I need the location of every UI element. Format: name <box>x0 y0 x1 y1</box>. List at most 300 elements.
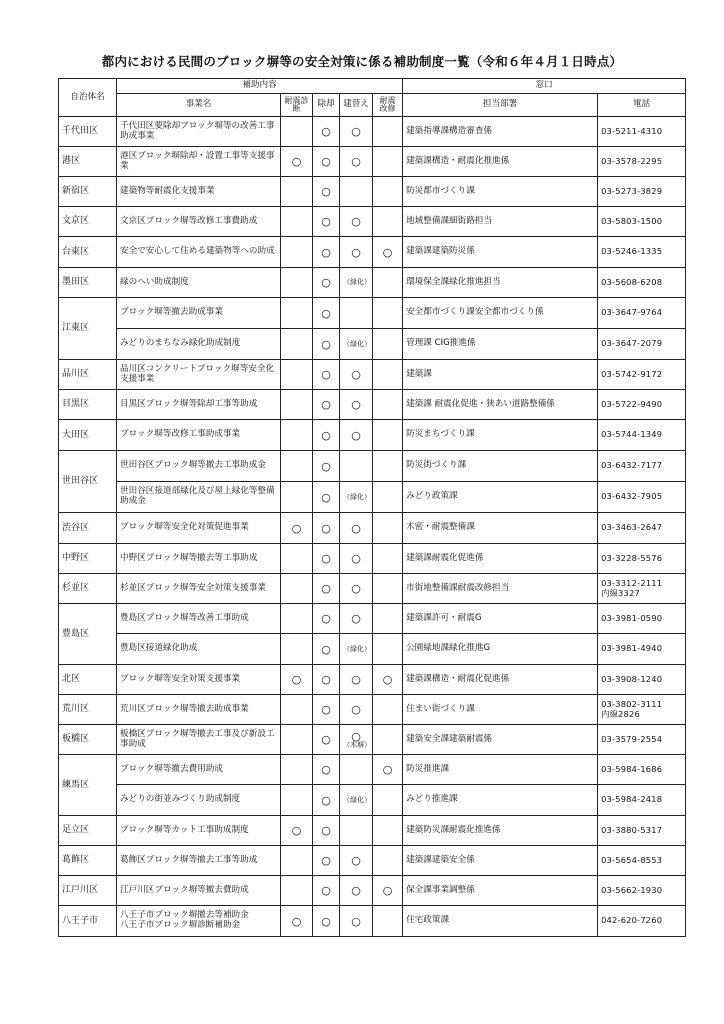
phone-number: 03-5803-1500 <box>601 215 663 226</box>
department-cell: 防災推進課 <box>403 755 598 785</box>
project-name: ブロック塀等安全対策支援事業 <box>120 673 241 684</box>
rebuild-mark-cell <box>340 816 373 846</box>
diagnosis-mark: ○ <box>291 673 302 686</box>
phone-number: 03-6432-7177 <box>601 460 663 471</box>
project-name-cell <box>117 544 281 574</box>
rebuild-mark: ○ <box>351 854 361 867</box>
municipality-cell: 品川区 <box>59 360 117 390</box>
rebuild-mark: ○ <box>351 245 361 259</box>
rebuild-mark: ○ <box>351 612 361 625</box>
phone-cell <box>598 906 686 937</box>
rebuild-mark: ○ <box>351 673 361 686</box>
removal-mark: ○ <box>321 642 331 656</box>
department-cell: 防災街づくり課 <box>403 451 598 482</box>
table-row <box>59 634 686 665</box>
removal-mark-cell <box>313 482 340 513</box>
removal-mark: ○ <box>321 459 331 473</box>
phone-cell <box>598 665 686 695</box>
table-row <box>59 574 686 604</box>
phone-number: 03-5744-1349 <box>601 429 663 440</box>
removal-mark-cell <box>313 177 340 207</box>
removal-mark-cell <box>313 451 340 482</box>
municipality-cell: 墨田区 <box>59 268 117 298</box>
removal-mark: ○ <box>321 521 331 535</box>
renovation-mark-cell <box>373 634 403 665</box>
diagnosis-mark-cell <box>281 665 313 695</box>
rebuild-note: （緑化） <box>343 278 371 286</box>
header-renovation: 耐震改修 <box>373 94 403 117</box>
rebuild-note: （木塀） <box>343 740 371 749</box>
project-name-cell <box>117 360 281 390</box>
department-cell: 木密・耐震整備課 <box>403 513 598 544</box>
rebuild-mark-cell <box>340 906 373 937</box>
rebuild-mark: ○ <box>351 914 361 928</box>
project-name: 安全で安心して住める建築物等への助成 <box>120 246 275 257</box>
header-removal: 除却 <box>313 94 340 117</box>
municipality-cell: 八王子市 <box>59 906 117 937</box>
project-name-cell <box>117 207 281 237</box>
phone-number: 03-3578-2295 <box>601 155 663 166</box>
header-subsidy-group: 補助内容 <box>117 79 403 94</box>
renovation-mark: ○ <box>382 884 393 897</box>
municipality-cell: 葛飾区 <box>59 846 117 876</box>
department-cell: 建築課建築防災係 <box>403 237 598 268</box>
removal-mark: ○ <box>321 733 331 746</box>
diagnosis-mark-cell <box>281 177 313 207</box>
phone-number: 03-5722-9490 <box>601 398 663 409</box>
header-window-group: 窓口 <box>403 79 686 94</box>
renovation-mark: ○ <box>382 763 393 776</box>
diagnosis-mark-cell <box>281 634 313 665</box>
renovation-mark-cell <box>373 390 403 420</box>
rebuild-mark-cell <box>340 420 373 451</box>
renovation-mark-cell <box>373 785 403 816</box>
table-row <box>59 695 686 725</box>
rebuild-note: （緑化） <box>343 644 371 653</box>
project-name-cell <box>117 695 281 725</box>
header-municipality: 自治体名 <box>59 79 117 117</box>
diagnosis-mark-cell <box>281 298 313 329</box>
rebuild-mark-cell <box>340 147 373 177</box>
table-row <box>59 665 686 695</box>
phone-cell <box>598 574 686 604</box>
diagnosis-mark-cell <box>281 147 313 177</box>
rebuild-note: （緑化） <box>343 492 371 501</box>
table-row <box>59 390 686 420</box>
removal-mark: ○ <box>321 582 331 595</box>
project-name: 文京区ブロック塀等改修工事費助成 <box>120 215 258 226</box>
rebuild-note: （緑化） <box>343 795 371 804</box>
department-cell: 公園緑地課緑化推進G <box>403 634 598 665</box>
rebuild-mark-cell <box>340 513 373 544</box>
rebuild-note: （緑化） <box>343 339 371 348</box>
renovation-mark-cell <box>373 604 403 634</box>
renovation-mark-cell <box>373 237 403 268</box>
table-row <box>59 451 686 482</box>
phone-cell <box>598 513 686 544</box>
project-name: みどりの街並みづくり助成制度 <box>120 794 241 805</box>
project-name: 八王子市ブロック塀撤去等補助金 <box>120 910 249 921</box>
municipality-cell: 新宿区 <box>59 177 117 207</box>
department-cell: 市街地整備課耐震改修担当 <box>403 574 598 604</box>
removal-mark: ○ <box>321 673 331 686</box>
removal-mark: ○ <box>321 125 331 138</box>
removal-mark: ○ <box>321 155 331 168</box>
removal-mark-cell <box>313 298 340 329</box>
phone-cell <box>598 755 686 785</box>
table-row <box>59 725 686 755</box>
removal-mark-cell <box>313 785 340 816</box>
subsidy-table <box>58 78 686 937</box>
project-name-cell <box>117 482 281 513</box>
diagnosis-mark-cell <box>281 846 313 876</box>
rebuild-mark-cell <box>340 695 373 725</box>
renovation-mark-cell <box>373 360 403 390</box>
project-name: ブロック塀等撤去費用助成 <box>120 763 223 774</box>
project-name: 江戸川区ブロック塀等撤去費助成 <box>120 884 249 895</box>
removal-mark-cell <box>313 574 340 604</box>
department-cell: 管理課 CIG推進係 <box>403 329 598 360</box>
project-name-cell <box>117 147 281 177</box>
table-row <box>59 420 686 451</box>
project-name: 品川区コンクリートブロック塀等安全化支援事業 <box>120 363 275 384</box>
phone-number: 03-5246-1335 <box>601 246 663 257</box>
phone-number: 03-5654-8553 <box>601 854 663 865</box>
phone-number: 03-5742-9172 <box>601 368 663 379</box>
table-row <box>59 785 686 816</box>
phone-number: 03-3802-3111 <box>601 698 663 709</box>
diagnosis-mark-cell <box>281 755 313 785</box>
municipality-cell: 練馬区 <box>59 755 117 816</box>
rebuild-mark-cell <box>340 574 373 604</box>
removal-mark: ○ <box>321 185 331 198</box>
project-name-cell <box>117 846 281 876</box>
phone-number: 03-5662-1930 <box>601 884 663 895</box>
project-name-cell <box>117 268 281 298</box>
removal-mark-cell <box>313 876 340 906</box>
project-name-cell <box>117 665 281 695</box>
renovation-mark-cell <box>373 147 403 177</box>
rebuild-mark-cell <box>340 755 373 785</box>
department-cell: 防災都市づくり課 <box>403 177 598 207</box>
diagnosis-mark-cell <box>281 420 313 451</box>
removal-mark-cell <box>313 634 340 665</box>
table-row <box>59 298 686 329</box>
table-row <box>59 268 686 298</box>
table-row <box>59 117 686 147</box>
removal-mark: ○ <box>321 703 331 716</box>
rebuild-mark-cell <box>340 329 373 360</box>
department-cell: 環境保全課緑化推進担当 <box>403 268 598 298</box>
rebuild-mark-cell <box>340 785 373 816</box>
diagnosis-mark-cell <box>281 816 313 846</box>
diagnosis-mark-cell <box>281 725 313 755</box>
project-name-cell <box>117 329 281 360</box>
removal-mark: ○ <box>321 337 331 351</box>
project-name-cell <box>117 513 281 544</box>
project-name-cell <box>117 117 281 147</box>
project-name-cell <box>117 906 281 937</box>
phone-number: 03-6432-7905 <box>601 491 663 502</box>
phone-cell <box>598 147 686 177</box>
rebuild-mark: ○ <box>351 428 361 442</box>
project-name-cell <box>117 237 281 268</box>
header-phone: 電話 <box>598 94 686 117</box>
project-name-cell <box>117 574 281 604</box>
phone-cell <box>598 298 686 329</box>
renovation-mark-cell <box>373 513 403 544</box>
removal-mark: ○ <box>321 763 331 776</box>
table-row <box>59 177 686 207</box>
removal-mark-cell <box>313 420 340 451</box>
renovation-mark-cell <box>373 298 403 329</box>
project-name: みどりのまちなみ緑化助成制度 <box>120 338 241 349</box>
removal-mark: ○ <box>321 854 331 867</box>
rebuild-mark: ○ <box>351 521 361 535</box>
table-row <box>59 816 686 846</box>
municipality-cell: 荒川区 <box>59 695 117 725</box>
diagnosis-mark-cell <box>281 329 313 360</box>
municipality-cell: 江戸川区 <box>59 876 117 906</box>
diagnosis-mark-cell <box>281 237 313 268</box>
rebuild-mark-cell <box>340 604 373 634</box>
removal-mark: ○ <box>321 368 331 381</box>
renovation-mark-cell <box>373 117 403 147</box>
project-name-cell <box>117 298 281 329</box>
diagnosis-mark-cell <box>281 207 313 237</box>
renovation-mark-cell <box>373 695 403 725</box>
project-name-cell <box>117 177 281 207</box>
rebuild-mark: ○ <box>351 703 361 716</box>
project-name: 港区ブロック塀除却・設置工事等支援事業 <box>120 150 275 171</box>
municipality-cell: 板橋区 <box>59 725 117 755</box>
department-cell: 防災まちづくり課 <box>403 420 598 451</box>
municipality-cell: 江東区 <box>59 298 117 360</box>
diagnosis-mark-cell <box>281 117 313 147</box>
removal-mark: ○ <box>321 490 331 504</box>
table-row <box>59 237 686 268</box>
phone-cell <box>598 177 686 207</box>
phone-cell <box>598 207 686 237</box>
rebuild-mark: ○ <box>351 368 361 381</box>
phone-cell <box>598 451 686 482</box>
department-cell: みどり政策課 <box>403 482 598 513</box>
department-cell: 住まい街づくり課 <box>403 695 598 725</box>
table-row <box>59 360 686 390</box>
project-name-cell <box>117 785 281 816</box>
rebuild-mark-cell <box>340 177 373 207</box>
renovation-mark-cell <box>373 207 403 237</box>
department-cell: 建築課 <box>403 360 598 390</box>
department-cell: 住宅政策課 <box>403 906 598 937</box>
rebuild-mark-cell <box>340 725 373 755</box>
rebuild-mark: ○ <box>351 155 361 168</box>
removal-mark-cell <box>313 544 340 574</box>
removal-mark-cell <box>313 604 340 634</box>
project-name: 目黒区ブロック塀等除却工事等助成 <box>120 398 258 409</box>
phone-cell <box>598 725 686 755</box>
phone-cell <box>598 695 686 725</box>
rebuild-mark-cell <box>340 298 373 329</box>
diagnosis-mark-cell <box>281 360 313 390</box>
rebuild-mark-cell <box>340 665 373 695</box>
phone-cell <box>598 816 686 846</box>
project-name: ブロック塀等安全化対策促進事業 <box>120 522 249 533</box>
municipality-cell: 千代田区 <box>59 117 117 147</box>
municipality-cell: 港区 <box>59 147 117 177</box>
phone-cell <box>598 544 686 574</box>
phone-number: 03-3880-5317 <box>601 824 663 835</box>
phone-number: 03-3981-0590 <box>601 612 663 623</box>
municipality-cell: 杉並区 <box>59 574 117 604</box>
department-cell: みどり推進課 <box>403 785 598 816</box>
project-name: ブロック塀等改修工事助成事業 <box>120 429 241 440</box>
rebuild-mark: ○ <box>351 884 361 897</box>
table-row <box>59 755 686 785</box>
phone-extension: 内線2826 <box>601 708 640 719</box>
removal-mark: ○ <box>321 215 331 228</box>
rebuild-mark-cell <box>340 544 373 574</box>
renovation-mark-cell <box>373 846 403 876</box>
project-name-cell <box>117 725 281 755</box>
rebuild-mark-cell <box>340 482 373 513</box>
diagnosis-mark-cell <box>281 544 313 574</box>
diagnosis-mark-cell <box>281 574 313 604</box>
table-row <box>59 846 686 876</box>
removal-mark: ○ <box>321 245 331 259</box>
phone-number: 03-3981-4940 <box>601 643 663 654</box>
removal-mark-cell <box>313 390 340 420</box>
project-name: ブロック塀等カット工事助成制度 <box>120 824 249 835</box>
rebuild-mark: ○ <box>351 125 361 138</box>
rebuild-mark: ○ <box>351 582 361 595</box>
project-name: 世田谷区ブロック塀等撤去工事助成金 <box>120 460 266 471</box>
renovation-mark-cell <box>373 876 403 906</box>
header-diagnosis: 耐震診断 <box>281 94 313 117</box>
renovation-mark-cell <box>373 755 403 785</box>
project-name-cell <box>117 390 281 420</box>
diagnosis-mark-cell <box>281 876 313 906</box>
project-name: 世田谷区接道部緑化及び屋上緑化等整備助成金 <box>120 486 275 506</box>
project-name: 中野区ブロック塀等撤去等工事助成 <box>120 552 258 563</box>
diagnosis-mark: ○ <box>291 155 302 168</box>
rebuild-mark-cell <box>340 846 373 876</box>
renovation-mark-cell <box>373 451 403 482</box>
table-row <box>59 482 686 513</box>
diagnosis-mark-cell <box>281 390 313 420</box>
removal-mark: ○ <box>321 914 331 928</box>
project-name: 建築物等耐震化支援事業 <box>120 185 215 196</box>
rebuild-mark: ○ <box>351 729 361 743</box>
project-name-cell <box>117 816 281 846</box>
project-name: 荒川区ブロック塀等撤去助成事業 <box>120 703 249 714</box>
phone-number: 03-5608-6208 <box>601 276 663 287</box>
project-name: 板橋区ブロック塀等撤去工事及び新設工事助成 <box>120 728 275 749</box>
project-name: 千代田区要除却ブロック塀等の改善工事助成事業 <box>120 120 275 141</box>
department-cell: 建築課建築安全係 <box>403 846 598 876</box>
removal-mark: ○ <box>321 428 331 442</box>
phone-cell <box>598 846 686 876</box>
project-name-cell <box>117 634 281 665</box>
removal-mark: ○ <box>321 398 331 411</box>
renovation-mark-cell <box>373 665 403 695</box>
removal-mark-cell <box>313 207 340 237</box>
municipality-cell: 目黒区 <box>59 390 117 420</box>
municipality-cell: 渋谷区 <box>59 513 117 544</box>
phone-cell <box>598 329 686 360</box>
rebuild-mark-cell <box>340 451 373 482</box>
department-cell: 建築課構造・耐震化推進係 <box>403 147 598 177</box>
project-name: 葛飾区ブロック塀等撤去工事等助成 <box>120 854 258 865</box>
phone-number: 03-3647-2079 <box>601 338 663 349</box>
table-row <box>59 513 686 544</box>
project-name: 豊島区接道緑化助成 <box>120 643 198 654</box>
department-cell: 安全都市づくり課安全都市づくり係 <box>403 298 598 329</box>
rebuild-mark-cell <box>340 360 373 390</box>
rebuild-mark: ○ <box>351 398 361 411</box>
renovation-mark-cell <box>373 574 403 604</box>
removal-mark-cell <box>313 725 340 755</box>
removal-mark-cell <box>313 846 340 876</box>
phone-number: 042-620-7260 <box>601 915 663 926</box>
rebuild-mark-cell <box>340 634 373 665</box>
removal-mark-cell <box>313 816 340 846</box>
department-cell: 地域整備課細街路担当 <box>403 207 598 237</box>
municipality-cell: 北区 <box>59 665 117 695</box>
page-title: 都内における民間のブロック塀等の安全対策に係る補助制度一覧（令和６年４月１日時点） <box>101 54 623 69</box>
department-cell: 保全課事業調整係 <box>403 876 598 906</box>
rebuild-mark: ○ <box>351 215 361 228</box>
table-row <box>59 906 686 937</box>
diagnosis-mark-cell <box>281 604 313 634</box>
department-cell: 建築課 耐震化促進・狭あい道路整備係 <box>403 390 598 420</box>
removal-mark-cell <box>313 329 340 360</box>
rebuild-mark: ○ <box>351 552 361 565</box>
renovation-mark-cell <box>373 268 403 298</box>
project-name: 緑のへい助成制度 <box>120 276 189 287</box>
header-rebuild: 建替え <box>340 94 373 117</box>
phone-cell <box>598 604 686 634</box>
diagnosis-mark-cell <box>281 451 313 482</box>
project-name: 豊島区ブロック塀等改善工事助成 <box>120 612 249 623</box>
renovation-mark-cell <box>373 725 403 755</box>
renovation-mark-cell <box>373 482 403 513</box>
renovation-mark-cell <box>373 177 403 207</box>
table-row <box>59 876 686 906</box>
project-name-cell <box>117 876 281 906</box>
municipality-cell: 台東区 <box>59 237 117 268</box>
phone-cell <box>598 876 686 906</box>
phone-cell <box>598 482 686 513</box>
project-name-cell <box>117 420 281 451</box>
removal-mark-cell <box>313 695 340 725</box>
removal-mark-cell <box>313 360 340 390</box>
renovation-mark: ○ <box>382 245 393 259</box>
phone-cell <box>598 237 686 268</box>
project-name: ブロック塀等撤去助成事業 <box>120 307 223 318</box>
diagnosis-mark-cell <box>281 785 313 816</box>
removal-mark: ○ <box>321 612 331 625</box>
table-row <box>59 329 686 360</box>
department-cell: 建築課構造・耐震化促進係 <box>403 665 598 695</box>
removal-mark-cell <box>313 117 340 147</box>
rebuild-mark-cell <box>340 268 373 298</box>
table-row <box>59 207 686 237</box>
renovation-mark: ○ <box>382 673 393 686</box>
phone-number: 03-3647-9764 <box>601 307 663 318</box>
removal-mark-cell <box>313 147 340 177</box>
diagnosis-mark-cell <box>281 513 313 544</box>
